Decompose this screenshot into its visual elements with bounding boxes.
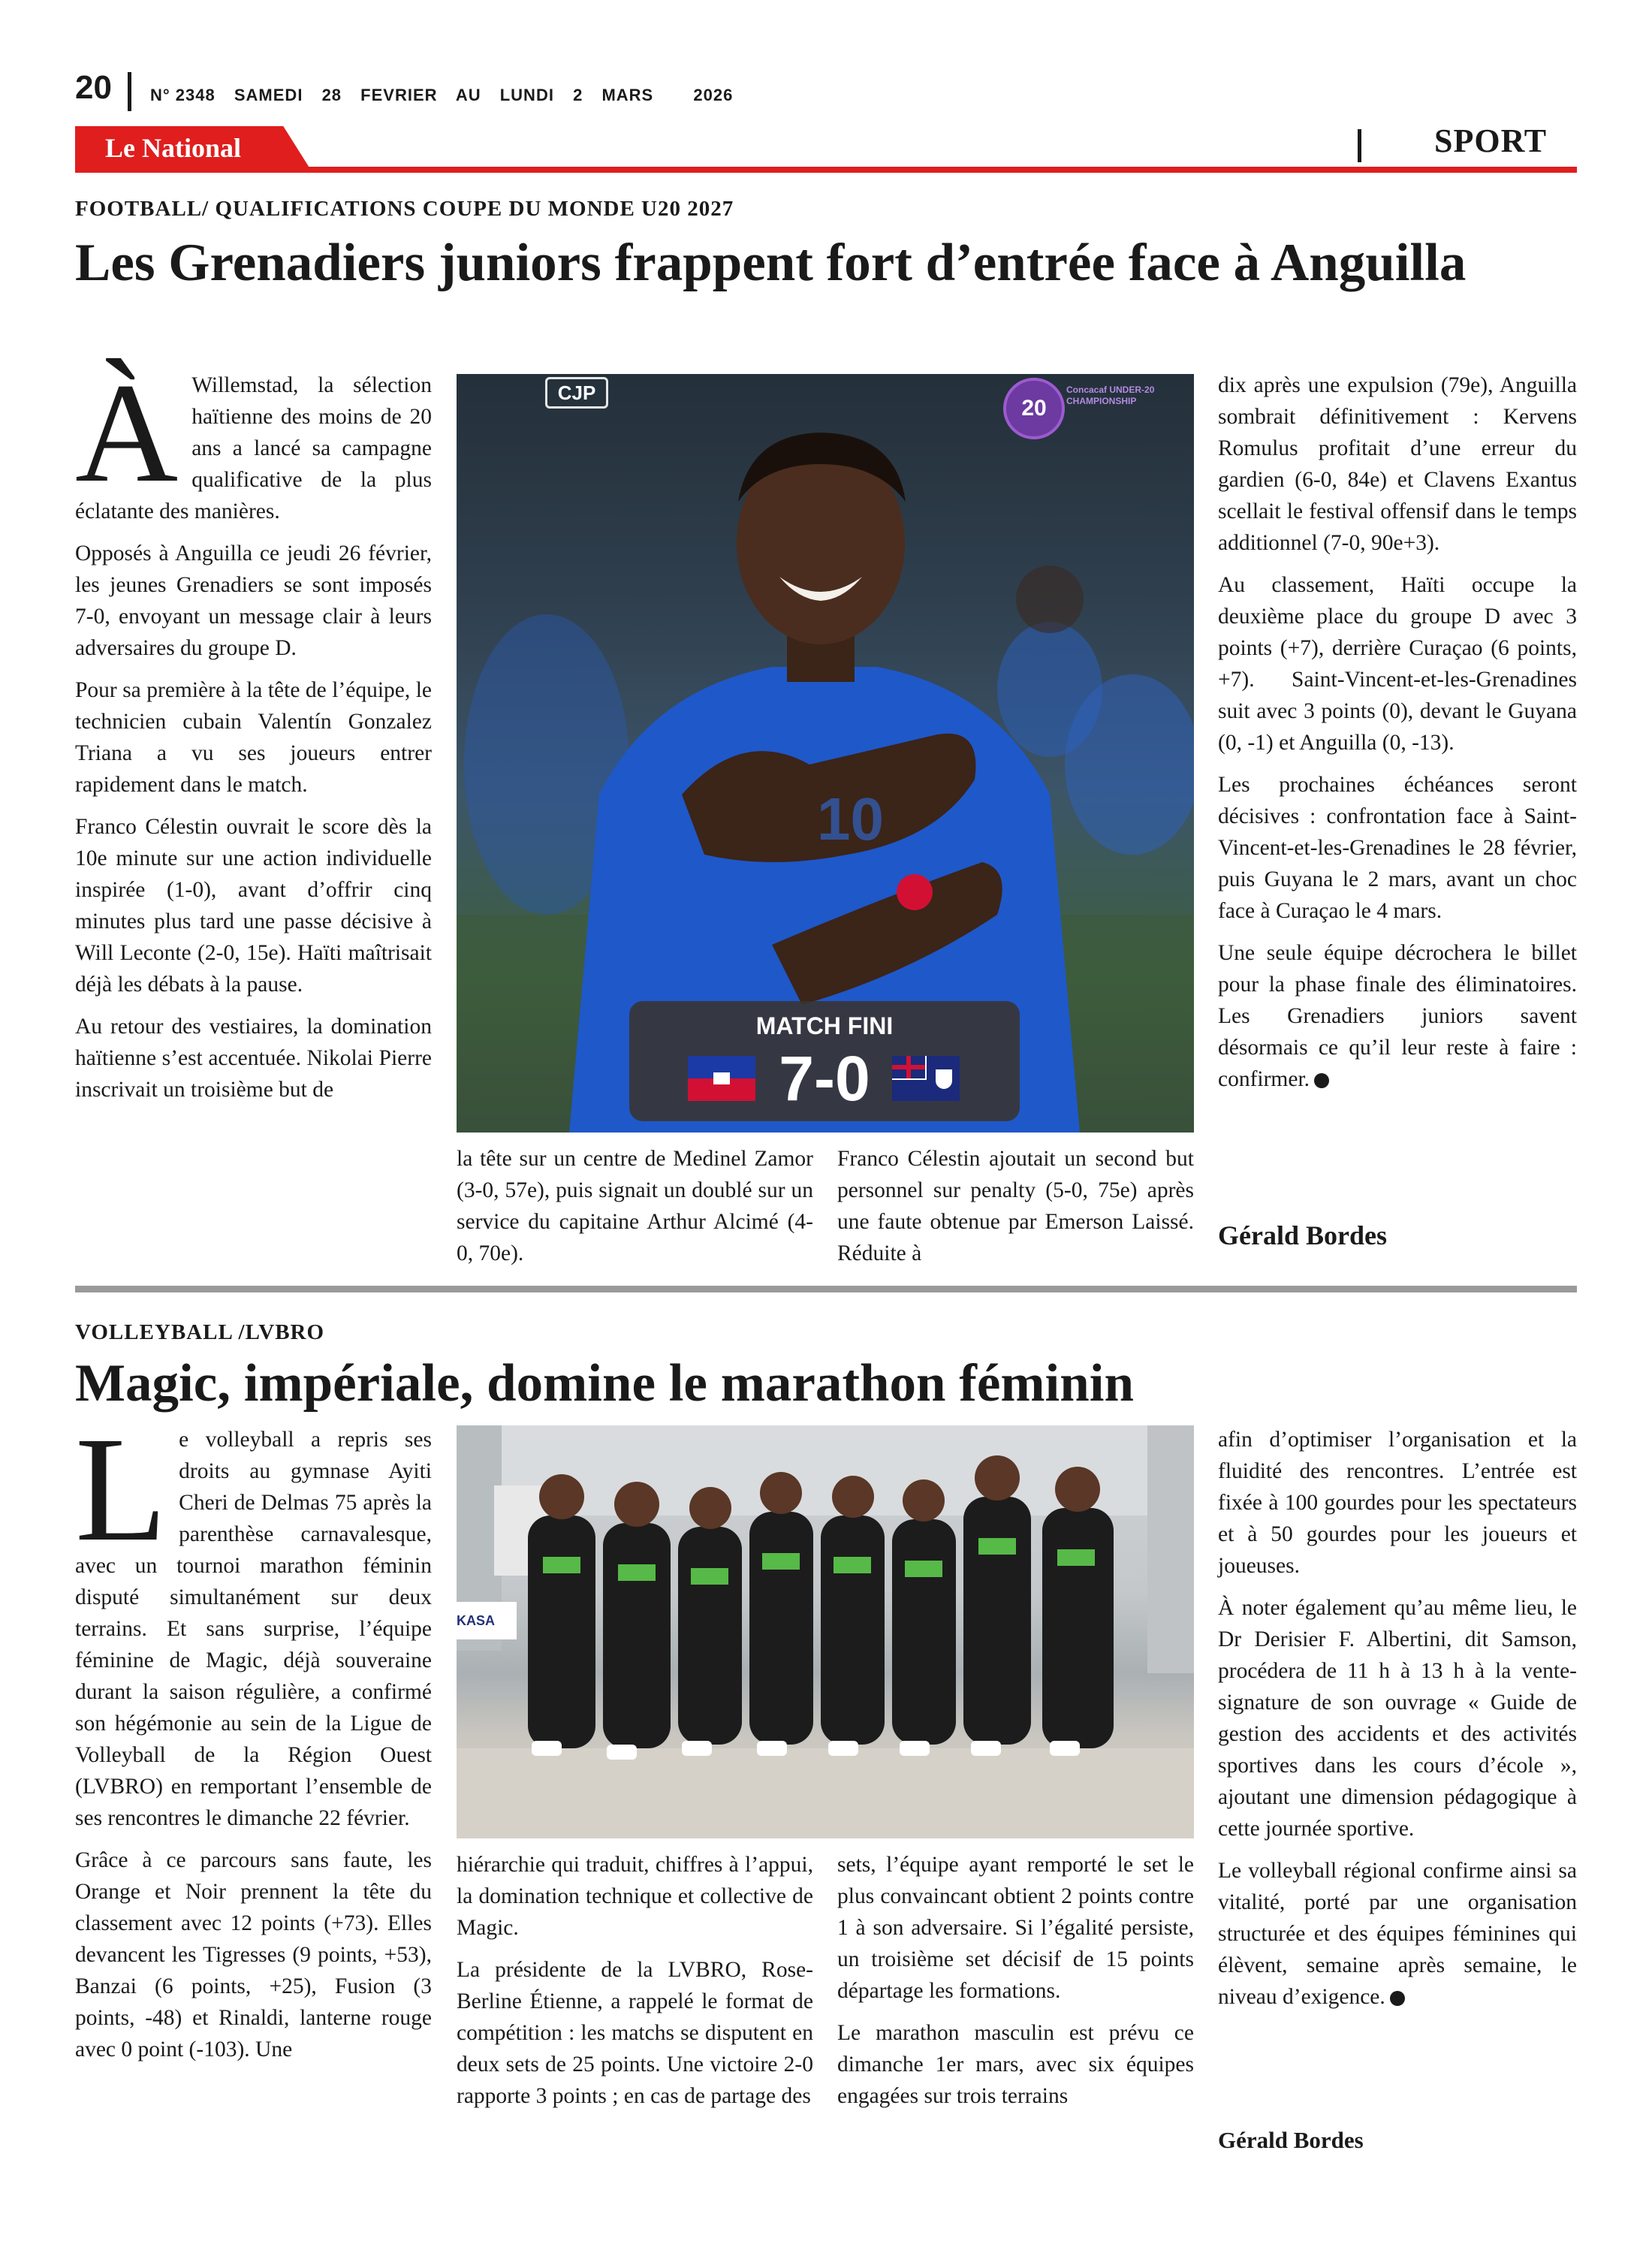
brand-name: Le National xyxy=(105,133,242,163)
article2-paragraph: afin d’optimiser l’organisation et la fluidité des rencontres. L’entrée est fixée à 100 gourdes pour les spectateurs et à 50 gourdes pour les joueurs et joueuses. xyxy=(1218,1428,1577,1578)
article1-paragraph: Au retour des vestiaires, la domination haïtienne s’est accentuée. Nikolai Pierre inscrivait un troisième but de xyxy=(75,1015,432,1102)
u20-badge-number: 20 xyxy=(1003,378,1065,439)
article-divider xyxy=(75,1286,1577,1292)
article2-kicker: VOLLEYBALL /LVBRO xyxy=(75,1320,325,1344)
issue-month2: MARS xyxy=(601,86,654,104)
issue-date1: 28 xyxy=(321,86,342,104)
section-divider xyxy=(1358,129,1361,162)
article1-paragraph: Franco Célestin ajoutait un second but personnel sur penalty (5-0, 75e) après une faute obtenue par Emerson Laissé. Réduite à xyxy=(837,1147,1194,1265)
article1-paragraph: Willemstad, la sélection haïtienne des moins de 20 ans a lancé sa campagne qualificative de la plus éclatante des manières. xyxy=(75,373,432,523)
article2-paragraph: Le volleyball régional confirme ainsi sa vitalité, porté par une organisation structurée et des équipes féminines qui élèvent, semaine après semaine, le niveau d’exigence. xyxy=(1218,1859,1577,2009)
final-score: 7-0 xyxy=(779,1043,870,1114)
article2-column-4 xyxy=(1218,1424,1577,2023)
article1-paragraph: Opposés à Anguilla ce jeudi 26 février, les jeunes Grenadiers se sont imposés 7-0, envoyant un message clair à leurs adversaires du groupe D. xyxy=(75,541,432,660)
article1-paragraph: dix après une expulsion (79e), Anguilla sombrait définitivement : Kervens Romulus profitait d’une erreur du gardien (6-0, 84e) et Clavens Exantus scellait le festival offensif dans le temps additionnel (7-0, 90e+3). xyxy=(1218,373,1577,555)
header-rule xyxy=(75,167,1577,173)
article2-paragraph: Le marathon masculin est prévu ce dimanche 1er mars, avec six équipes engagées sur trois terrains xyxy=(837,2021,1194,2108)
article2-paragraph: La présidente de la LVBRO, Rose-Berline Étienne, a rappelé le format de compétition : les matchs se disputent en deux sets de 25 points. Une victoire 2-0 rapporte 3 points ; en cas de partage des xyxy=(457,1958,813,2108)
article1-column-2 xyxy=(457,1143,813,1280)
article2-paragraph: hiérarchie qui traduit, chiffres à l’appui, la domination technique et collective de Magic. xyxy=(457,1853,813,1940)
anguilla-flag-icon xyxy=(892,1056,960,1101)
article2-column-2 xyxy=(457,1849,813,2122)
issue-au: AU xyxy=(455,86,481,104)
article2-dropcap: L xyxy=(75,1407,167,1573)
article2-headline: Magic, impériale, domine le marathon féminin xyxy=(75,1354,1134,1413)
article1-paragraph: Les prochaines échéances seront décisives : confrontation face à Saint-Vincent-et-les-Grenadines le 28 février, puis Guyana le 2 mars, avant un choc face à Curaçao le 4 mars. xyxy=(1218,773,1577,923)
page-number: 20 xyxy=(75,69,112,106)
article2-paragraph: Grâce à ce parcours sans faute, les Orange et Noir prennent la tête du classement avec 12 points (+73). Elles devancent les Tigresses (9 points, +53), Banzai (6 points, +25), Fusion (3 points, -48) et Rinaldi, lanterne rouge avec 0 point (-103). Une xyxy=(75,1848,432,2061)
article2-paragraph: À noter également qu’au même lieu, le Dr Derisier F. Albertini, dit Samson, procédera de 11 h à 13 h à la vente-signature de son ouvrage « Guide de gestion des accidents et des activités sportives dans les cours d’école », ajoutant une dimension pédagogique à cette journée sportive. xyxy=(1218,1596,1577,1841)
article1-column-4 xyxy=(1218,369,1577,1105)
issue-day1: SAMEDI xyxy=(234,86,303,104)
article1-byline: Gérald Bordes xyxy=(1218,1220,1387,1250)
issue-number: N° 2348 xyxy=(150,86,216,104)
article1-photo xyxy=(457,374,1194,1133)
jersey-number: 10 xyxy=(817,786,884,852)
article1-paragraph: Au classement, Haïti occupe la deuxième place du groupe D avec 3 points (+7), derrière Curaçao (6 points, +7). Saint-Vincent-et-les-Grenadines suit avec 3 points (0), devant le Guyana (0, -1) et Anguilla (0, -13). xyxy=(1218,573,1577,755)
article2-paragraph: sets, l’équipe ayant remporté le set le plus convaincant obtient 2 points contre 1 à son adversaire. Si l’égalité persiste, un troisième set décisif de 15 points départage les formations. xyxy=(837,1853,1194,2003)
haiti-flag-icon xyxy=(688,1056,755,1101)
issue-year: 2026 xyxy=(693,86,734,104)
match-status: MATCH FINI xyxy=(755,1012,894,1039)
issue-day2: LUNDI xyxy=(499,86,554,104)
issue-month1: FEVRIER xyxy=(360,86,438,104)
article2-paragraph: e volleyball a repris ses droits au gymnase Ayiti Cheri de Delmas 75 après la parenthèse carnavalesque, avec un tournoi marathon féminin disputé simultanément sur deux terrains. Et sans surprise, l’équipe féminine de Magic, déjà souveraine durant la saison régulière, a confirmé son hégémonie au sein de la Ligue de Volleyball de la Région Ouest (LVBRO) en remportant l’ensemble de ses rencontres le dimanche 22 février. xyxy=(75,1428,432,1830)
article1-headline: Les Grenadiers juniors frappent fort d’entrée face à Anguilla xyxy=(75,234,1467,292)
section-name: SPORT xyxy=(1434,122,1548,159)
article1-paragraph: Franco Célestin ouvrait le score dès la 10e minute sur une action individuelle inspirée (1-0), avant d’offrir cinq minutes plus tard une passe décisive à Will Leconte (2-0, 15e). Haïti maîtrisait déjà les débats à la pause. xyxy=(75,815,432,997)
article2-byline: Gérald Bordes xyxy=(1218,2127,1364,2153)
article2-column-3 xyxy=(837,1849,1194,2122)
banner-text: KASA xyxy=(457,1613,496,1628)
article1-column-3 xyxy=(837,1143,1194,1280)
article1-column-1 xyxy=(75,354,432,1116)
end-mark-icon xyxy=(1390,1991,1405,2006)
cjp-tag: CJP xyxy=(545,377,608,409)
volleyball-team-image xyxy=(457,1425,1194,1838)
article2-column-1 xyxy=(75,1407,432,2076)
issue-line xyxy=(150,86,746,105)
article1-kicker: FOOTBALL/ QUALIFICATIONS COUPE DU MONDE U20 2027 xyxy=(75,197,734,221)
championship-label: Concacaf UNDER-20 CHAMPIONSHIP xyxy=(1066,385,1155,406)
page-number-divider xyxy=(128,72,131,111)
article2-photo xyxy=(457,1425,1194,1838)
article1-paragraph: la tête sur un centre de Medinel Zamor (3-0, 57e), puis signait un doublé sur un service du capitaine Arthur Alcimé (4-0, 70e). xyxy=(457,1147,813,1265)
article1-paragraph: Une seule équipe décrochera le billet pour la phase finale des éliminatoires. Les Grenadiers juniors savent désormais ce qu’il leur reste à faire : confirmer. xyxy=(1218,941,1577,1091)
end-mark-icon xyxy=(1314,1073,1329,1088)
issue-date2: 2 xyxy=(573,86,583,104)
article1-paragraph: Pour sa première à la tête de l’équipe, le technicien cubain Valentín Gonzalez Triana a vu ses joueurs entrer rapidement dans le match. xyxy=(75,678,432,797)
article1-dropcap: À xyxy=(75,354,179,512)
